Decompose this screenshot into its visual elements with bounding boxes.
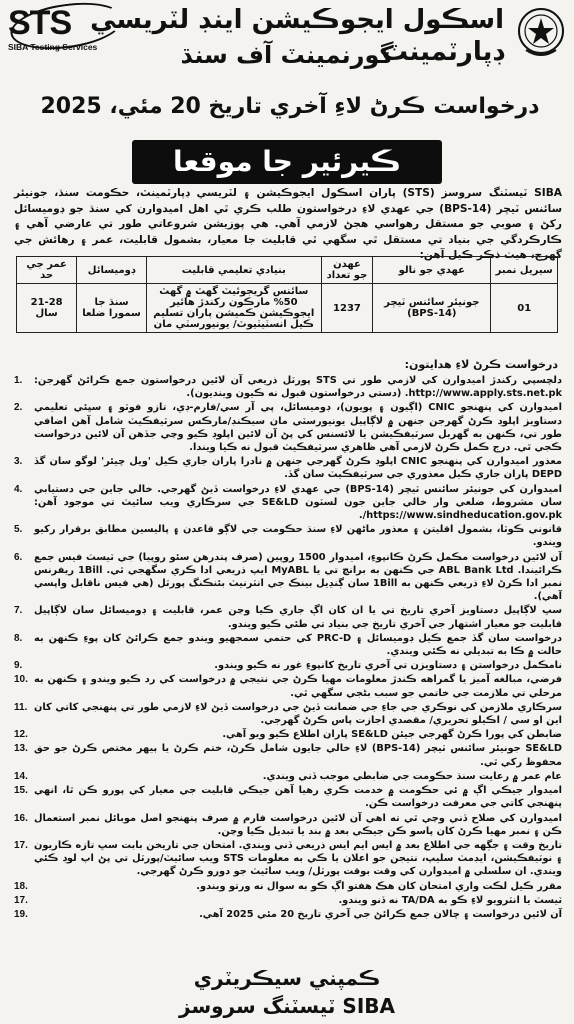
cell-domicile: سنڌ جا سمورا ضلعا <box>77 284 147 333</box>
instruction-text: اميدوارن کي جونيئر سائنس ٽيچر (BPS-14) جي عهدي لاءِ درخواست ڏيڻ گهرجي. خالي جاين جي دستيابي سان مشروط، ضلعي وار خالي جاين جون لسٽون SE&LD جي سرڪاري ويب سائيٽ تي موجود آهن: https://www.sindheducation.gov.pk/. <box>34 483 562 522</box>
instruction-number: 8. <box>14 632 23 644</box>
instruction-text: معذور اميدوارن کي پنهنجو CNIC اپلوڊ ڪرڻ گهرجي جنهن ۾ نادرا پاران جاري ڪيل 'ويل چيئر' لوگو سان گڏ DEPD پاران جاري ڪيل معذوري جي سرٽيفڪيٽ سان گڏ. <box>34 456 562 481</box>
instruction-item <box>14 880 562 893</box>
instruction-text: سڀ لاڳاپيل دستاويز آخري تاريخ تي يا ان کان اڳ جاري ڪيا وڃن عمر، قابليت ۽ ڊوميسائل سان لاڳاپيل قابليت جو معيار اشتهار جي آخري تاريخ جي بنياد تي طئي ڪيو ويندو. <box>34 605 562 630</box>
instruction-number: 5. <box>14 524 23 536</box>
instruction-number: 2. <box>14 402 23 414</box>
col-domicile: ڊوميسائل <box>77 257 147 284</box>
instruction-item <box>14 894 562 907</box>
instruction-item <box>14 483 562 523</box>
instruction-item <box>14 728 562 741</box>
instruction-item <box>14 401 562 454</box>
instruction-number: 17. <box>14 894 28 906</box>
instruction-number: 16. <box>14 812 28 824</box>
instruction-text: عام عمر ۾ رعايت سنڌ حڪومت جي ضابطي موجب ڏني ويندي. <box>262 770 562 782</box>
instruction-item <box>14 455 562 481</box>
instruction-item <box>14 908 562 921</box>
instruction-text: آن لائين درخواست مڪمل ڪرڻ ڪانپوءِ، اميدوار 1500 روپين (صرف پندرهن سئو روپيا) جي ٽيسٽ فيس جمع ڪرائيندا. ABL Bank Ltd جي ڪنهن به برانچ تي يا MyABL ايپ ذريعي ادا ڪري سگهجي ٿي. 1Bill ريفرنس نمبر ادا ڪرڻ لاءِ ذريعي ڪنهن به 1Bill سان ڳنڍيل بينڪ جي انٽرنيٽ بئنڪنگ پورٽل (هي فيس ناقابل واپسي آهي). <box>34 551 562 603</box>
col-age: عمر جي حد <box>17 257 77 284</box>
instruction-number: 4. <box>14 483 23 495</box>
logo-mark: STS <box>8 4 72 42</box>
instruction-text: نامڪمل درخواستن ۽ دستاويزن تي آخري تاريخ کانپوءِ غور نه ڪيو ويندو. <box>214 660 562 672</box>
cell-count: 1237 <box>321 284 373 333</box>
instruction-item <box>14 770 562 783</box>
instruction-item <box>14 784 562 810</box>
instruction-number: 11. <box>14 701 28 713</box>
col-serial: سيريل نمبر <box>491 257 558 284</box>
signature-organization: SIBA ٽيسٽنگ سروسز <box>179 994 395 1018</box>
instruction-number: 9. <box>14 660 23 672</box>
col-post: عهدي جو نالو <box>373 257 491 284</box>
instruction-item <box>14 839 562 879</box>
table-row <box>17 284 558 333</box>
instruction-text: آن لائين درخواست ۽ چالان جمع ڪرائڻ جي آخري تاريخ 20 مئي 2025 آهي. <box>199 908 562 920</box>
instruction-item <box>14 742 562 768</box>
intro-paragraph: SIBA ٽيسٽنگ سروسز (STS) پاران اسڪول ايجوڪيشن ۽ لٽريسي ڊپارٽمينٽ، حڪومت سنڌ، جونيئر سائنس ٽيچر (BPS-14) جي عهدي لاءِ درخواستون طلب ڪري ٿي اهل اميدوارن کي سنڌ جو ڊوميسائل رکڻ ۽ صوبي جو مستقل رهواسي هجڻ لازمي آهي. هي پوزيشن شروعاتي طور تي عارضي آهي ۽ ڪارڪردگي جي بنياد تي مستقل ٿي سگهي ٿي قابليت جا معيار، بشمول قابليت، عمر ۽ رهائش جي گهرج، هيٺ ذڪر ڪيل آهن: <box>14 187 563 261</box>
instructions-title: درخواست ڪرڻ لاءِ هدايتون: <box>404 358 558 371</box>
instruction-number: 18. <box>14 880 28 892</box>
instructions-list <box>14 374 562 922</box>
instruction-text: ٽيسٽ يا انٽرويو لاءِ ڪو به TA/DA نه ڏنو ويندو. <box>338 894 562 906</box>
instruction-item <box>14 374 562 400</box>
instruction-number: 19. <box>14 908 28 920</box>
instruction-item <box>14 701 562 727</box>
instruction-item <box>14 632 562 658</box>
instruction-number: 10. <box>14 674 28 686</box>
instruction-number: 7. <box>14 605 23 617</box>
instruction-text: سرڪاري ملازمن کي نوڪري جي جاءِ جي ضمانت ڏيڻ جي درخواست ڏيڻ لاءِ لازمي طور تي پنهنجي کاتي کان اين او سي / اڪيلو تحريري/ مقصدي اجازت پاس ڪرڻ گهرجي. <box>34 701 562 727</box>
instruction-text: دلچسپي رکندڙ اميدوارن کي لازمي طور تي STS پورٽل ذريعي آن لائين درخواستون جمع ڪرائڻ گهرجن: http://www.apply.sts.net.pk. (دستي درخواستون قبول نه ڪيون وينديون). <box>34 375 562 400</box>
instruction-number: 3. <box>14 456 23 468</box>
instruction-item <box>14 604 562 630</box>
instruction-text: ضابطن کي پورا ڪرڻ گهرجي جيئن SE&LD پاران اطلاع ڪيو ويو آهي. <box>222 729 562 741</box>
instruction-number: 15. <box>14 785 28 797</box>
cell-age: 21-28 سال <box>17 284 77 333</box>
header-government: گورنمينٽ آف سنڌ <box>180 41 394 69</box>
instruction-number: 17. <box>14 839 28 851</box>
col-qualification: بنيادي تعليمي قابليت <box>146 257 321 284</box>
instruction-text: اميدوارن کي پنهنجو CNIC (اڳيون ۽ پويون)، ڊوميسائل، پي آر سي/فارم-ڊي، تازو فوٽو ۽ سڀئي تعليمي دستاويز اپلوڊ ڪرڻ گهرجن جنهن ۾ لاڳاپيل يونيورسٽي مان سيڪنڊ/مارڪس سرٽيفڪيٽ شامل آهن اضافي طور تي، ڪنهن به گهربل سرٽيفڪيشن يا لائسنس کي پڻ آن لائين اپلوڊ ڪيو وڃي جڏهن آن لائين درخواست ڪجي ٿي. درج ڪمل ڪرڻ لازمي آهي ظاهري سرٽيفڪيٽ قبول نه ڪيا ويندا. <box>34 402 562 454</box>
logo-tagline: SIBA Testing Services <box>8 42 98 52</box>
instruction-item <box>14 551 562 604</box>
table-header-row <box>17 257 558 284</box>
instruction-text: اميدوارن کي صلاح ڏني وڃي ٿي ته اهي آن لائين درخواست فارم ۾ صرف پنهنجو اصل موبائل نمبر استعمال ڪن ۽ نمبر مهيا ڪرڻ کان پاسو ڪن جيڪي بعد ۾ بند يا تبديل ڪيا وڃن. <box>34 812 562 837</box>
instruction-item <box>14 659 562 672</box>
instruction-item <box>14 523 562 549</box>
instruction-text: تاريخ وقت ۽ جڳهه جي اطلاع بعد ۾ ايس ايم ايس ذريعي ڏني ويندي. امتحان جي تاريخن بابت سڀ تازه ڪاريون ۽ نوٽيفڪيشن، ايڊمٽ سليپ، نتيجن جو اعلان يا ڪي به معلومات STS ويب سائيٽ/پورٽل تي پڻ اپ لوڊ ڪئي ويندي. ان سلسلي ۾ اميدوارن کي وقت بوقت پورٽل/ ويب سائيٽ جو دورو ڪرڻ گهرجي. <box>34 839 562 878</box>
instruction-number: 12. <box>14 729 28 741</box>
instruction-number: 14. <box>14 770 28 782</box>
col-count: عهدن جو تعداد <box>321 257 373 284</box>
instruction-number: 6. <box>14 551 23 563</box>
instruction-text: فرضي، مبالغه آميز يا گمراهه ڪندڙ معلومات مهيا ڪرڻ جي نتيجي ۾ درخواست کي رد ڪيو ويندو ۽ ڪنهن به مرحلي تي ملازمت جي خاتمي جو سبب بڻجي سگهي ٿي. <box>34 674 562 699</box>
instruction-text: SE&LD جونيئر سائنس ٽيچر (BPS-14) لاءِ خالي جايون شامل ڪرڻ، ختم ڪرڻ يا ٻيهر مختص ڪرڻ جو حق محفوظ رکي ٿي. <box>34 743 562 768</box>
deadline-heading: درخواست ڪرڻ لاءِ آخري تاريخ 20 مئي، 2025 <box>40 94 540 119</box>
instruction-text: درخواست سان گڏ جمع ڪيل ڊوميسائل ۽ PRC-D کي حتمي سمجهيو ويندو جمع ڪرائڻ کان پوءِ ڪنهن به حالت ۾ ڪا به تبديلي نه ڪئي ويندي. <box>34 632 563 658</box>
jobs-table <box>16 256 558 333</box>
instruction-item <box>14 673 562 699</box>
cell-qualification: سائنس گريجوئيٽ گهٽ ۾ گهٽ 50% مارڪون رکندڙ هائير ايجوڪيشن ڪميشن پاران تسليم ڪيل انسٽيٽيوٽ/ يونيورسٽي مان <box>146 284 321 333</box>
cell-post: جونيئر سائنس ٽيچر (BPS-14) <box>373 284 491 333</box>
instruction-text: قانوني ڪوٽا، بشمول اقليتن ۽ معذور ماڻهن لاءِ سنڌ حڪومت جي لاڳو قاعدن ۽ پاليسين مطابق برقرار رکيو ويندو. <box>34 524 562 549</box>
header <box>0 0 574 100</box>
instruction-item <box>14 812 562 838</box>
career-opportunities-banner: ڪيرئير جا موقعا <box>132 140 442 184</box>
header-department: اسڪول ايجوڪيشن اينڊ لٽريسي ڊپارٽمينٽ <box>90 5 504 67</box>
instruction-number: 1. <box>14 375 23 386</box>
instruction-text: مقرر ڪيل لڪت واري امتحان کان هڪ هفتو اڳ ڪو به سوال نه ورتو ويندو. <box>196 880 562 892</box>
instruction-text: اميدوار جيڪي اڳ ۾ ئي حڪومت ۾ خدمت ڪري رهيا آهن جيڪي قابليت جي معيار کي پورو ڪن ٿا، انهي پنهنجي کاتي جي معرفت درخواست ڪن. <box>34 785 562 810</box>
instruction-number: 13. <box>14 743 28 755</box>
cell-serial: 01 <box>491 284 558 333</box>
signature-title: ڪمپني سيڪريٽري <box>193 966 381 990</box>
